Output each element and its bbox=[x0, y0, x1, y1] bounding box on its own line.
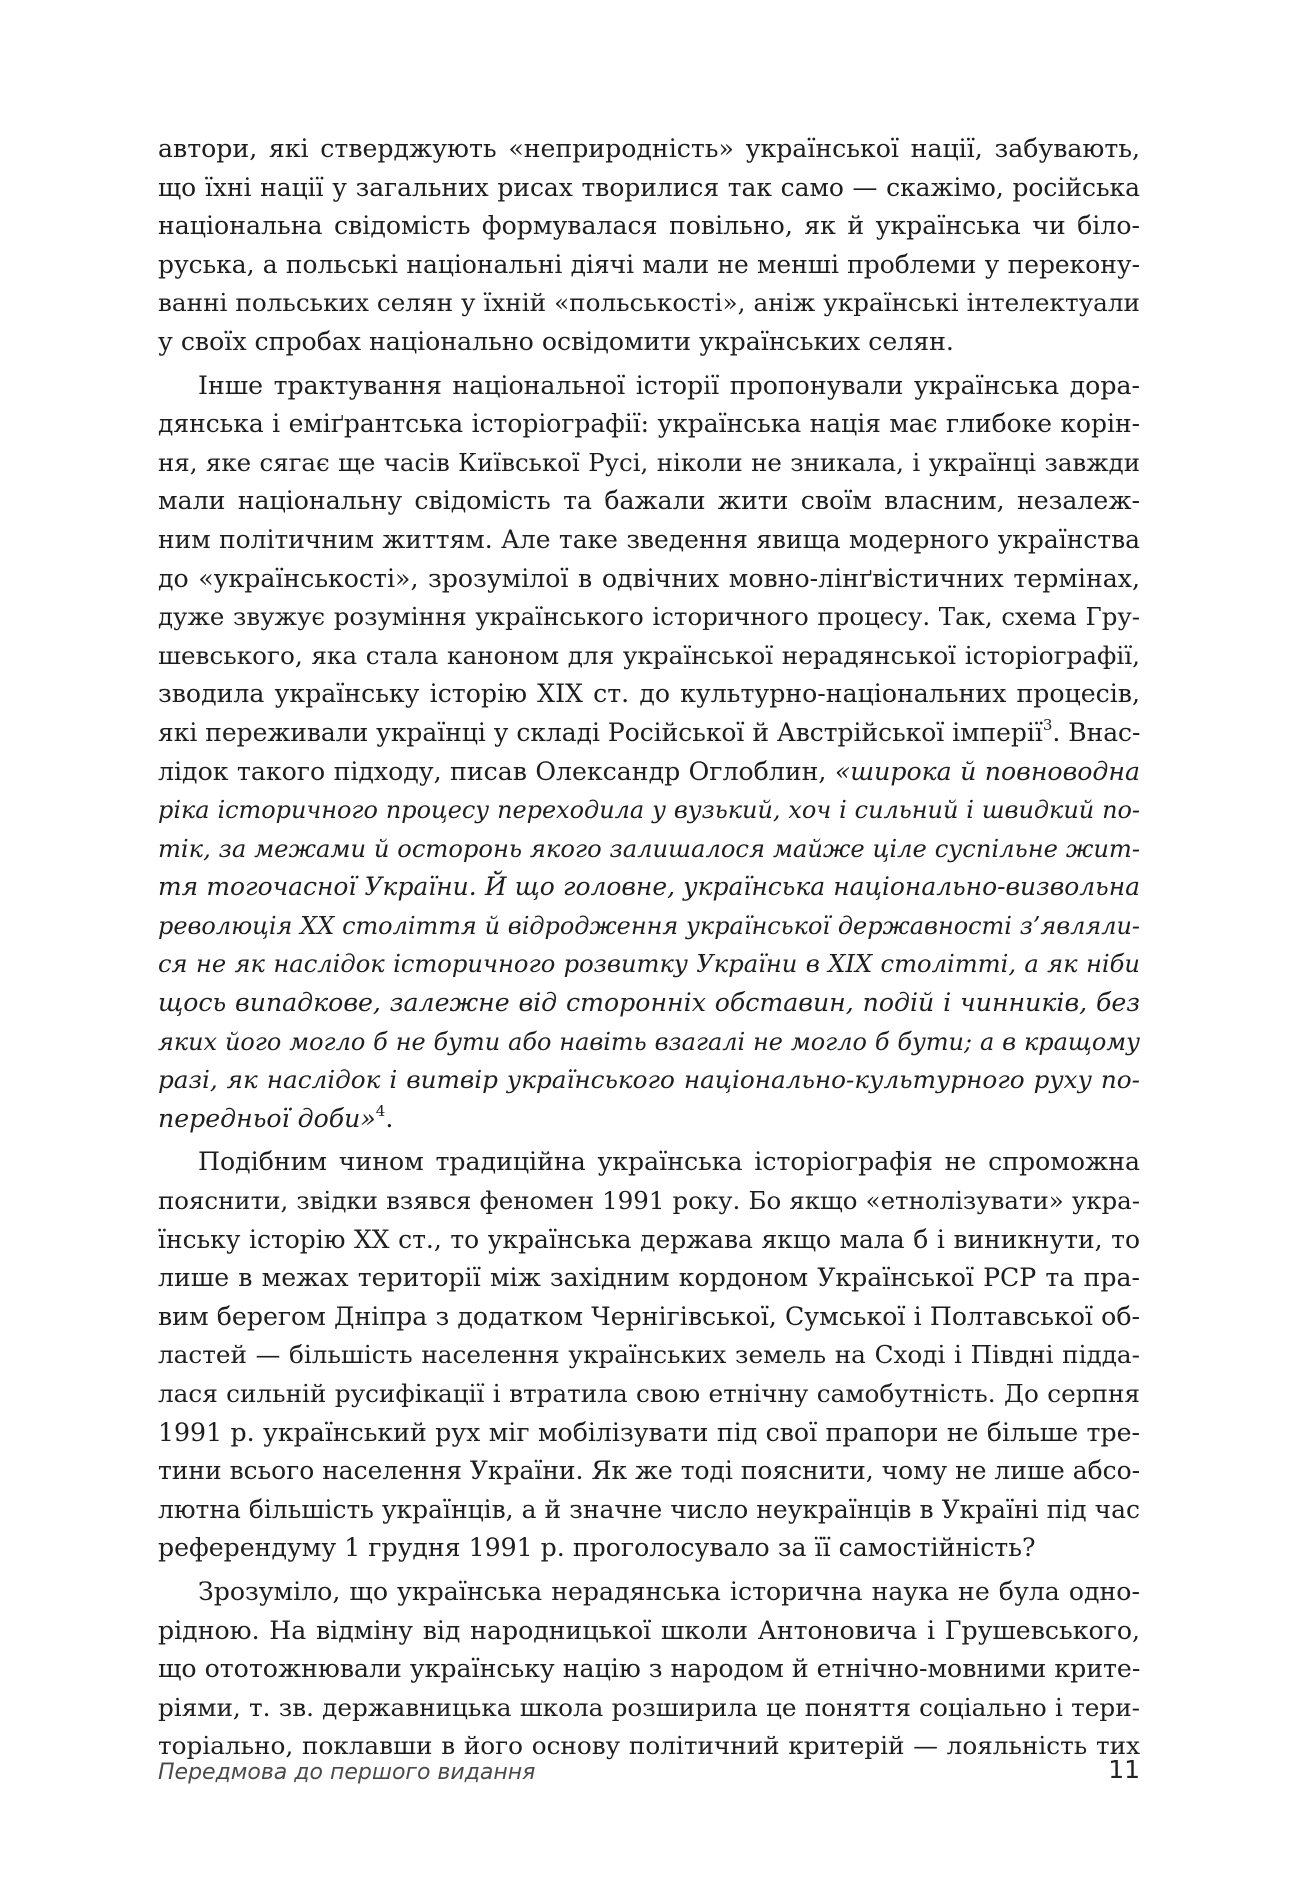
paragraph bbox=[158, 367, 1140, 1139]
body-text: лідок такого підходу, писав Олександр Оглоблин, bbox=[158, 756, 835, 786]
body-text: ластей — більшість населення українських земель на Сході і Півдні підда- bbox=[158, 1340, 1140, 1370]
quote-text: ся не як наслідок історичного розвитку України в ХІХ столітті, а як ніби bbox=[158, 950, 1140, 979]
text-line bbox=[158, 945, 1140, 984]
quote-text: ріка історичного процесу переходила у вузький, хоч і сильний і швидкий по- bbox=[158, 796, 1140, 825]
body-text: торіально, поклавши в його основу політичний критерій — лояльність тих bbox=[158, 1731, 1140, 1761]
text-line bbox=[158, 1100, 1140, 1139]
footnote-ref: 3 bbox=[1042, 715, 1053, 734]
text-line bbox=[158, 1689, 1140, 1728]
body-text: дуже звужує розуміння українського історичного процесу. Так, схема Гру- bbox=[158, 602, 1140, 632]
quote-text: революція ХХ століття й відродження української державності з’являли- bbox=[158, 911, 1140, 940]
quote-text: яких його могло б не бути або навіть взагалі не могло б бути; а в кращому bbox=[158, 1027, 1140, 1056]
text-line bbox=[158, 1414, 1140, 1453]
body-text: які переживали українці у складі Російської й Австрійської імперії bbox=[158, 717, 1043, 747]
page-body bbox=[158, 130, 1140, 1766]
text-line bbox=[158, 714, 1140, 753]
body-text: у своїх спробах національно освідомити українських селян. bbox=[158, 326, 954, 356]
body-text: вим берегом Дніпра з додатком Чернігівської, Сумської і Полтавської об- bbox=[158, 1301, 1140, 1331]
body-text: шевського, яка стала каноном для української нерадянської історіографії, bbox=[158, 640, 1140, 670]
text-line bbox=[158, 130, 1140, 169]
quote-text: тя тогочасної України. Й що головне, українська національно-визвольна bbox=[158, 872, 1140, 902]
quote-text: «широка й повноводна bbox=[834, 756, 1140, 786]
body-text: Зрозуміло, що українська нерадянська історична наука не була одно- bbox=[198, 1576, 1140, 1606]
paragraph bbox=[158, 130, 1140, 362]
body-text: їнську історію ХХ ст., то українська держава якщо мала б і виникнути, то bbox=[158, 1224, 1140, 1254]
text-line bbox=[158, 1182, 1140, 1221]
text-line bbox=[158, 1650, 1140, 1689]
text-line bbox=[158, 868, 1140, 907]
body-text: що ототожнювали українську націю з народом й етнічно-мовними крите- bbox=[158, 1654, 1141, 1684]
body-text: зводила українську історію ХІХ ст. до культурно-національних процесів, bbox=[158, 679, 1140, 709]
text-line bbox=[158, 1452, 1140, 1491]
body-text: лише в межах території між західним кордоном Української РСР та пра- bbox=[158, 1263, 1140, 1293]
quote-text: тік, за межами й осторонь якого залишалося майже ціле суспільне жит- bbox=[158, 834, 1140, 863]
text-line bbox=[158, 1375, 1140, 1414]
text-line bbox=[158, 907, 1140, 946]
body-text: що їхні нації у загальних рисах творилися так само — скажімо, російська bbox=[158, 172, 1140, 202]
text-line bbox=[158, 169, 1140, 208]
quote-text: передньої доби» bbox=[158, 1103, 376, 1133]
text-line bbox=[158, 1259, 1140, 1298]
body-text: ріями, т. зв. державницька школа розширила це поняття соціально і тери- bbox=[158, 1692, 1140, 1722]
body-text: ня, яке сягає ще часів Київської Русі, ніколи не зникала, і українці завжди bbox=[158, 447, 1140, 477]
text-line bbox=[158, 1491, 1140, 1530]
text-line bbox=[158, 444, 1140, 483]
text-line bbox=[158, 560, 1140, 599]
text-line bbox=[158, 753, 1140, 792]
text-line bbox=[158, 1573, 1140, 1612]
text-line bbox=[158, 1061, 1140, 1100]
body-text: ванні польських селян у їхній «польськості», аніж українські інтелектуали bbox=[158, 288, 1140, 318]
text-line bbox=[158, 1336, 1140, 1375]
body-text: Подібним чином традиційна українська історіографія не спроможна bbox=[198, 1147, 1140, 1177]
text-line bbox=[158, 1023, 1140, 1062]
text-line bbox=[158, 1143, 1140, 1182]
text-line bbox=[158, 675, 1140, 714]
body-text: автори, які стверджують «неприродність» української нації, забувають, bbox=[158, 134, 1140, 163]
paragraph bbox=[158, 1143, 1140, 1568]
body-text: пояснити, звідки взявся феномен 1991 року. Бо якщо «етнолізувати» укра- bbox=[158, 1186, 1140, 1216]
text-line bbox=[158, 1529, 1140, 1568]
body-text: дянська і еміґрантська історіографії: українська нація має глибоке корін- bbox=[158, 409, 1140, 439]
text-line bbox=[158, 284, 1140, 323]
text-line bbox=[158, 1612, 1140, 1651]
text-line bbox=[158, 482, 1140, 521]
body-text: лася сильній русифікації і втратила свою етнічну самобутність. До серпня bbox=[158, 1379, 1140, 1408]
body-text: мали національну свідомість та бажали жити своїм власним, незалеж- bbox=[158, 486, 1140, 516]
body-text: 1991 р. український рух міг мобілізувати під свої прапори не більше тре- bbox=[158, 1417, 1140, 1447]
text-line bbox=[158, 521, 1140, 560]
text-line bbox=[158, 1221, 1140, 1260]
body-text: до «українськості», зрозумілої в одвічних мовно-лінґвістичних термінах, bbox=[158, 563, 1140, 593]
text-line bbox=[158, 637, 1140, 676]
body-text: тини всього населення України. Як же тоді пояснити, чому не лише абсо- bbox=[158, 1456, 1141, 1486]
text-line bbox=[158, 984, 1140, 1023]
text-line bbox=[158, 1298, 1140, 1337]
text-line bbox=[158, 207, 1140, 246]
text-line bbox=[158, 830, 1140, 869]
text-line bbox=[158, 367, 1140, 406]
body-text: . bbox=[385, 1103, 394, 1133]
text-line bbox=[158, 791, 1140, 830]
text-line bbox=[158, 246, 1140, 285]
body-text: . Внас- bbox=[1052, 717, 1141, 747]
body-text: референдуму 1 грудня 1991 р. проголосувало за її самостійність? bbox=[158, 1533, 1036, 1563]
body-text: руська, а польські національні діячі мали не менші проблеми у перекону- bbox=[158, 249, 1140, 279]
text-line bbox=[158, 323, 1140, 362]
paragraph bbox=[158, 1573, 1140, 1766]
text-line bbox=[158, 405, 1140, 444]
body-text: рідною. На відміну від народницької школи Антоновича і Грушевського, bbox=[158, 1615, 1140, 1645]
quote-text: разі, як наслідок і витвір українського національно-культурного руху по- bbox=[158, 1065, 1140, 1095]
body-text: Інше трактування національної історії пропонували українська дора- bbox=[198, 370, 1140, 400]
body-text: національна свідомість формувалася повільно, як й українська чи біло- bbox=[158, 211, 1140, 241]
body-text: лютна більшість українців, а й значне число неукраїнців в Україні під час bbox=[158, 1494, 1140, 1524]
page-number: 11 bbox=[1108, 1755, 1140, 1784]
text-line bbox=[158, 598, 1140, 637]
quote-text: щось випадкове, залежне від сторонніх обставин, подій і чинників, без bbox=[158, 988, 1140, 1018]
footnote-ref: 4 bbox=[375, 1101, 386, 1120]
body-text: ним політичним життям. Але таке зведення явища модерного українства bbox=[158, 524, 1140, 554]
running-footer-title: Передмова до першого видання bbox=[158, 1760, 536, 1785]
